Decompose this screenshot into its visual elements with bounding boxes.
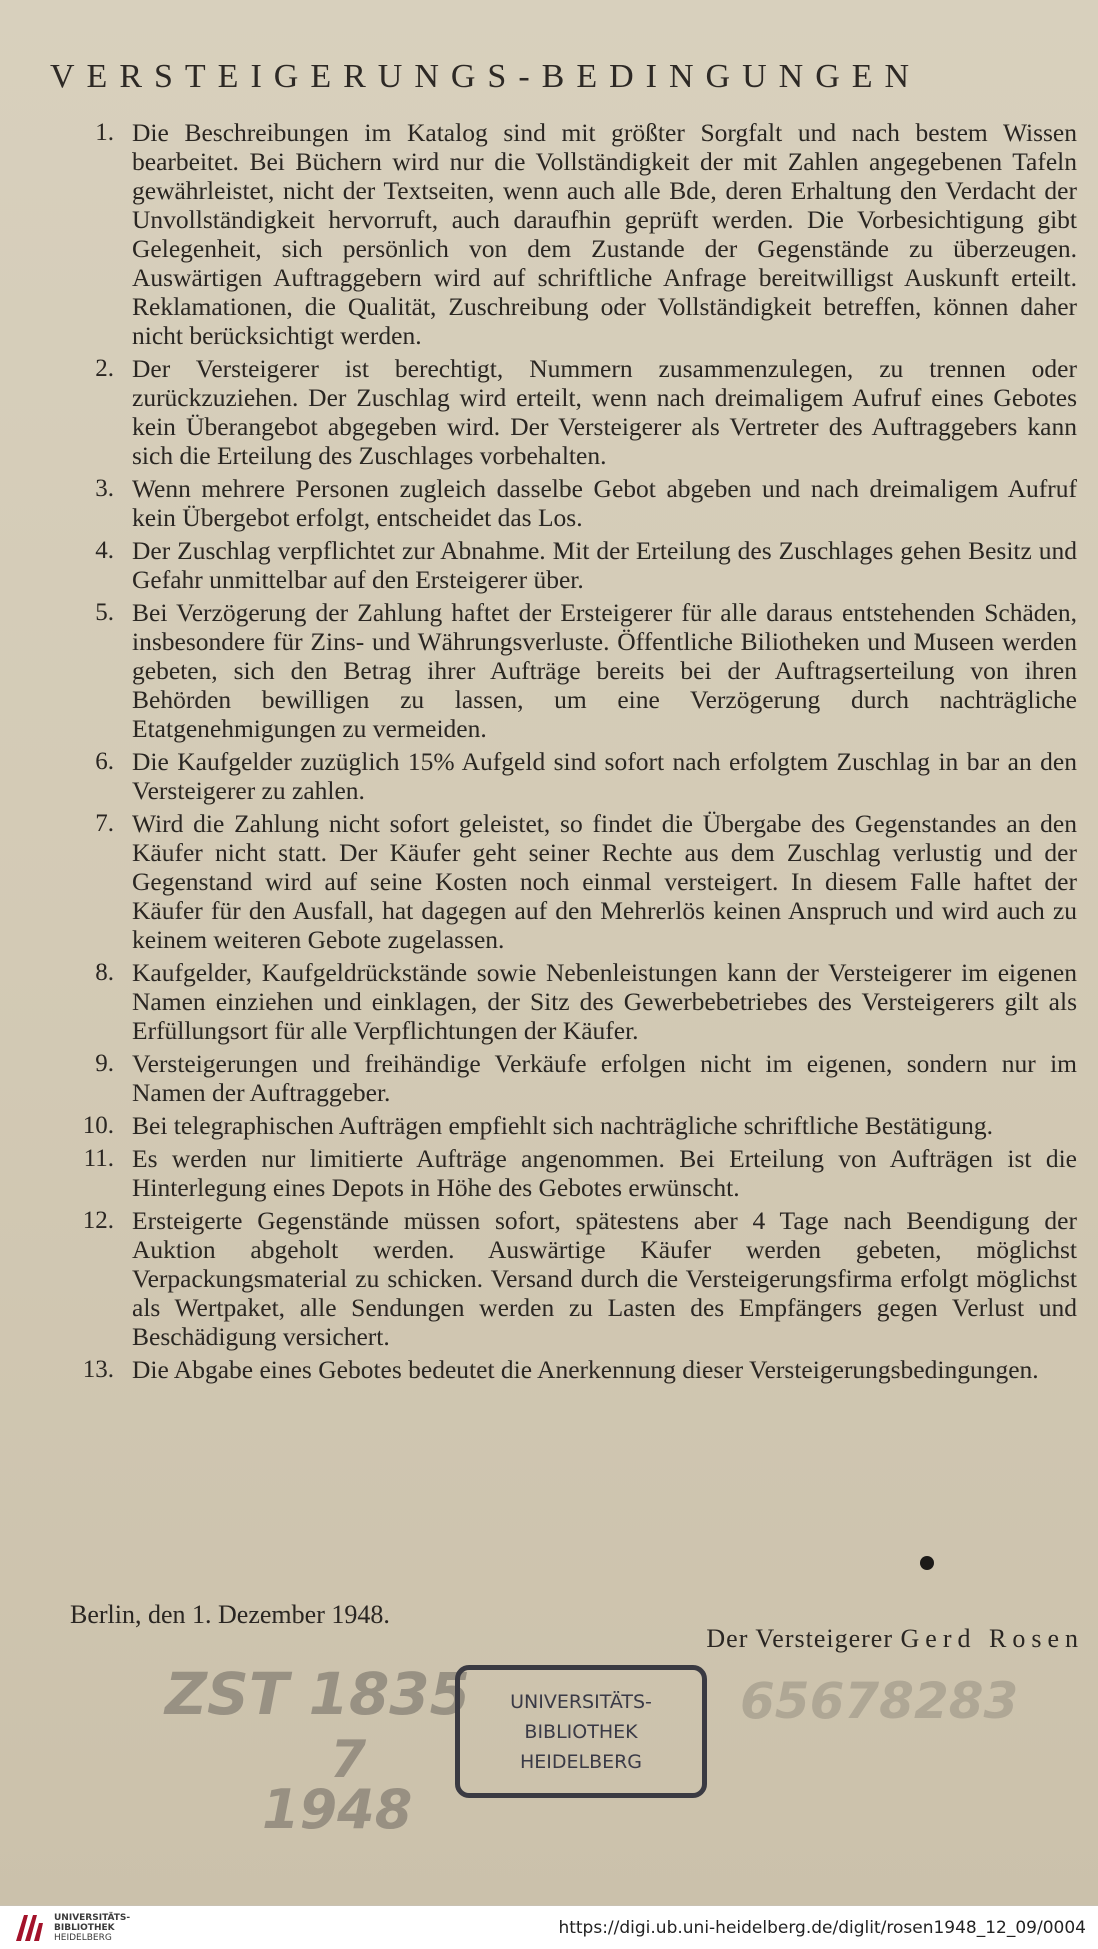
list-item	[62, 536, 1077, 594]
logo-line: HEIDELBERG	[54, 1932, 112, 1943]
item-text: Bei telegraphischen Aufträgen empfiehlt sich nachträgliche schriftliche Bestätigung.	[132, 1111, 994, 1140]
item-number: 7.	[95, 810, 114, 837]
list-item	[62, 1206, 1077, 1351]
list-item	[62, 958, 1077, 1045]
footer-bar	[0, 1905, 1098, 1949]
stamp-line: UNIVERSITÄTS-	[510, 1690, 652, 1713]
item-number: 4.	[95, 537, 114, 564]
pencil-year: 1948	[262, 1778, 413, 1841]
item-text: Der Zuschlag verpflichtet zur Abnahme. Mit der Erteilung des Zuschlages gehen Besitz und Gefahr unmittelbar auf den Ersteigerer über.	[132, 536, 1077, 594]
signature-prefix: Der Versteigerer	[706, 1624, 894, 1653]
list-item	[62, 598, 1077, 743]
item-number: 11.	[83, 1145, 114, 1172]
item-text: Ersteigerte Gegenstände müssen sofort, spätestens aber 4 Tage nach Beendigung der Auktion abgeholt werden. Auswärtige Käufer werden gebeten, möglichst Verpackungsmaterial zu schicken. Versand durch die Versteigerungsfirma erfolgt möglichst als Wertpaket, alle Sendungen werden zu Lasten des Empfängers gegen Verlust und Beschädigung versichert.	[132, 1206, 1077, 1351]
list-item	[62, 1144, 1077, 1202]
item-number: 8.	[95, 959, 114, 986]
logo-line: UNIVERSITÄTS-	[54, 1912, 131, 1923]
item-text: Bei Verzögerung der Zahlung haftet der Ersteigerer für alle daraus entstehenden Schäden, insbesondere für Zins- und Währungsverluste. Öffentliche Biliotheken und Museen werden gebeten, sich den Betrag ihrer Aufträge bereits bei der Auftragserteilung von ihren Behörden bewilligen zu lassen, um eine Verzögerung durch nachträgliche Etatgenehmigungen zu vermeiden.	[132, 598, 1077, 743]
item-number: 1.	[95, 119, 114, 146]
page-title: VERSTEIGERUNGS-BEDINGUNGEN	[50, 58, 922, 95]
item-text: Der Versteigerer ist berechtigt, Nummern zusammenzulegen, zu trennen oder zurückzuziehen. Der Zuschlag wird erteilt, wenn nach dreimaligem Aufruf eines Gebotes kein Überangebot abgegeben wird. Der Versteigerer als Vertreter des Auftraggebers kann sich die Erteilung des Zuschlages vorbehalten.	[132, 354, 1077, 470]
item-text: Die Abgabe eines Gebotes bedeutet die Anerkennung dieser Versteigerungsbedingungen.	[132, 1355, 1039, 1384]
list-item	[62, 354, 1077, 470]
item-number: 6.	[95, 748, 114, 775]
pencil-number: 7	[330, 1730, 367, 1790]
item-text: Wird die Zahlung nicht sofort geleistet, so findet die Übergabe des Gegenstandes an den Käufer nicht statt. Der Käufer geht seiner Rechte aus dem Zuschlag verlustig und der Gegenstand wird auf seine Kosten noch einmal versteigert. In diesem Falle haftet der Käufer für den Ausfall, hat dagegen auf den Mehrerlös keinen Anspruch und wird auch zu keinem weiteren Gebote zugelassen.	[132, 809, 1077, 954]
item-text: Wenn mehrere Personen zugleich dasselbe Gebot abgeben und nach dreimaligem Aufruf kein Übergebot erfolgt, entscheidet das Los.	[132, 474, 1077, 532]
item-text: Die Kaufgelder zuzüglich 15% Aufgeld sind sofort nach erfolgtem Zuschlag in bar an den Versteigerer zu zahlen.	[132, 747, 1077, 805]
item-number: 2.	[95, 355, 114, 382]
library-stamp	[455, 1665, 707, 1798]
pencil-id: 65678283	[740, 1672, 1019, 1730]
ink-dot	[920, 1556, 934, 1570]
signature-line	[706, 1624, 1084, 1654]
item-number: 10.	[82, 1112, 114, 1139]
pencil-shelfmark: ZST 1835	[165, 1660, 471, 1728]
logo-line: BIBLIOTHEK	[54, 1922, 115, 1933]
stamp-line: HEIDELBERG	[519, 1750, 643, 1773]
library-logo-icon	[12, 1911, 46, 1945]
list-item	[62, 1111, 1077, 1140]
library-logo[interactable]	[12, 1911, 130, 1945]
signature-name: Gerd Rosen	[900, 1624, 1084, 1653]
library-logo-text	[54, 1913, 130, 1943]
item-text: Kaufgelder, Kaufgeldrückstände sowie Nebenleistungen kann der Versteigerer im eigenen Namen einziehen und einklagen, der Sitz des Gewerbebetriebes des Versteigerers gilt als Erfüllungsort für alle Verpflichtungen der Käufer.	[132, 958, 1077, 1045]
item-number: 3.	[95, 475, 114, 502]
date-line: Berlin, den 1. Dezember 1948.	[70, 1600, 390, 1629]
list-item	[62, 474, 1077, 532]
item-number: 9.	[95, 1050, 114, 1077]
stamp-line: BIBLIOTHEK	[524, 1720, 638, 1743]
item-number: 13.	[82, 1356, 114, 1383]
item-text: Es werden nur limitierte Aufträge angenommen. Bei Erteilung von Aufträgen ist die Hinterlegung eines Depots in Höhe des Gebotes erwünscht.	[132, 1144, 1077, 1202]
list-item	[62, 118, 1077, 350]
conditions-list	[62, 118, 1077, 1388]
item-number: 5.	[95, 599, 114, 626]
permalink-url[interactable]: https://digi.ub.uni-heidelberg.de/diglit/rosen1948_12_09/0004	[558, 1917, 1086, 1938]
item-text: Die Beschreibungen im Katalog sind mit größter Sorgfalt und nach bestem Wissen bearbeitet. Bei Büchern wird nur die Vollständigkeit der mit Zahlen angegebenen Tafeln gewährleistet, nicht der Textseiten, wenn auch alle Bde, deren Erhaltung den Verdacht der Unvollständigkeit hervorruft, auch daraufhin geprüft werden. Die Vorbesichtigung gibt Gelegenheit, sich persönlich von dem Zustande der Gegenstände zu überzeugen. Auswärtigen Auftraggebern wird auf schriftliche Anfrage bereitwilligst Auskunft erteilt. Reklamationen, die Qualität, Zuschreibung oder Vollständigkeit betreffen, können daher nicht berücksichtigt werden.	[132, 118, 1077, 350]
item-text: Versteigerungen und freihändige Verkäufe erfolgen nicht im eigenen, sondern nur im Namen der Auftraggeber.	[132, 1049, 1077, 1107]
item-number: 12.	[82, 1207, 114, 1234]
list-item	[62, 1355, 1077, 1384]
list-item	[62, 809, 1077, 954]
list-item	[62, 747, 1077, 805]
list-item	[62, 1049, 1077, 1107]
